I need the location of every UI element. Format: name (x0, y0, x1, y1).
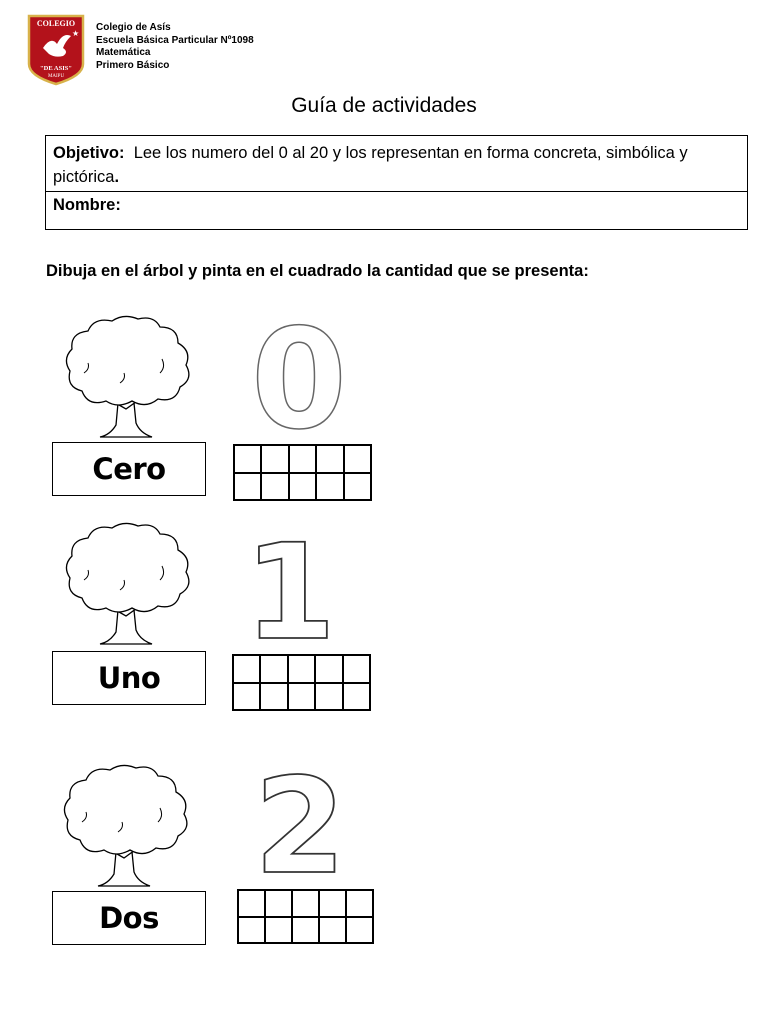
number-word: Uno (97, 661, 161, 695)
numeral-outline (245, 760, 355, 880)
ten-frame-cell[interactable] (315, 655, 342, 683)
word-box (52, 442, 206, 496)
numeral-outline (240, 528, 350, 648)
ten-frame-cell[interactable] (261, 445, 288, 473)
logo-text-bottom: MAIPU (47, 74, 65, 79)
svg-text:★: ★ (72, 29, 80, 38)
ten-frame-cell[interactable] (233, 683, 260, 711)
ten-frame-cell[interactable] (343, 655, 370, 683)
tree-outline-icon[interactable] (60, 520, 195, 645)
tree-outline-icon[interactable] (58, 762, 193, 887)
ten-frame-cell[interactable] (319, 917, 346, 944)
number-word: Dos (99, 901, 159, 935)
ten-frame-cell[interactable] (233, 655, 260, 683)
ten-frame[interactable] (237, 889, 374, 944)
ten-frame-cell[interactable] (292, 890, 319, 917)
numeral-2: 2 (254, 760, 346, 880)
ten-frame-cell[interactable] (288, 683, 315, 711)
page-title: Guía de actividades (291, 94, 477, 117)
ten-frame-cell[interactable] (260, 655, 287, 683)
number-word: Cero (92, 452, 166, 486)
objective-end: . (114, 168, 120, 186)
ten-frame-cell[interactable] (265, 917, 292, 944)
ten-frame-cell[interactable] (260, 683, 287, 711)
ten-frame-cell[interactable] (234, 445, 261, 473)
info-table (45, 135, 748, 230)
ten-frame[interactable] (233, 444, 372, 501)
ten-frame-cell[interactable] (344, 473, 371, 501)
ten-frame-cell[interactable] (288, 655, 315, 683)
tree-outline-icon[interactable] (60, 313, 195, 438)
ten-frame-cell[interactable] (316, 473, 343, 501)
ten-frame-cell[interactable] (346, 917, 373, 944)
logo-text-top: COLEGIO (36, 19, 76, 28)
ten-frame-cell[interactable] (316, 445, 343, 473)
ten-frame-cell[interactable] (289, 445, 316, 473)
instruction: Dibuja en el árbol y pinta en el cuadrado la cantidad que se presenta: (46, 262, 589, 280)
logo-text-middle: "DE ASIS" (40, 65, 72, 72)
name-row[interactable] (46, 192, 747, 229)
word-box (52, 651, 206, 705)
ten-frame-cell[interactable] (265, 890, 292, 917)
objective-row (46, 136, 747, 192)
objective-text: Lee los numero del 0 al 20 y los representan en forma concreta, simbólica y pictórica (53, 144, 688, 186)
numeral-outline (244, 315, 354, 435)
subject: Matemática (96, 47, 151, 58)
school-logo (27, 14, 85, 86)
ten-frame-cell[interactable] (315, 683, 342, 711)
grade: Primero Básico (96, 59, 170, 71)
ten-frame[interactable] (232, 654, 371, 711)
ten-frame-cell[interactable] (292, 917, 319, 944)
ten-frame-cell[interactable] (344, 445, 371, 473)
name-label: Nombre: (53, 196, 121, 214)
ten-frame-cell[interactable] (238, 890, 265, 917)
ten-frame-cell[interactable] (238, 917, 265, 944)
objective-label: Objetivo: (53, 144, 125, 162)
ten-frame-cell[interactable] (343, 683, 370, 711)
ten-frame-cell[interactable] (261, 473, 288, 501)
numeral-1: 1 (244, 528, 336, 648)
ten-frame-cell[interactable] (289, 473, 316, 501)
school-name: Colegio de Asís (96, 22, 171, 33)
ten-frame-cell[interactable] (234, 473, 261, 501)
school-info (96, 22, 254, 72)
word-box (52, 891, 206, 945)
ten-frame-cell[interactable] (319, 890, 346, 917)
school-type: Escuela Básica Particular Nº1098 (96, 34, 254, 46)
ten-frame-cell[interactable] (346, 890, 373, 917)
numeral-0: 0 (250, 315, 348, 435)
